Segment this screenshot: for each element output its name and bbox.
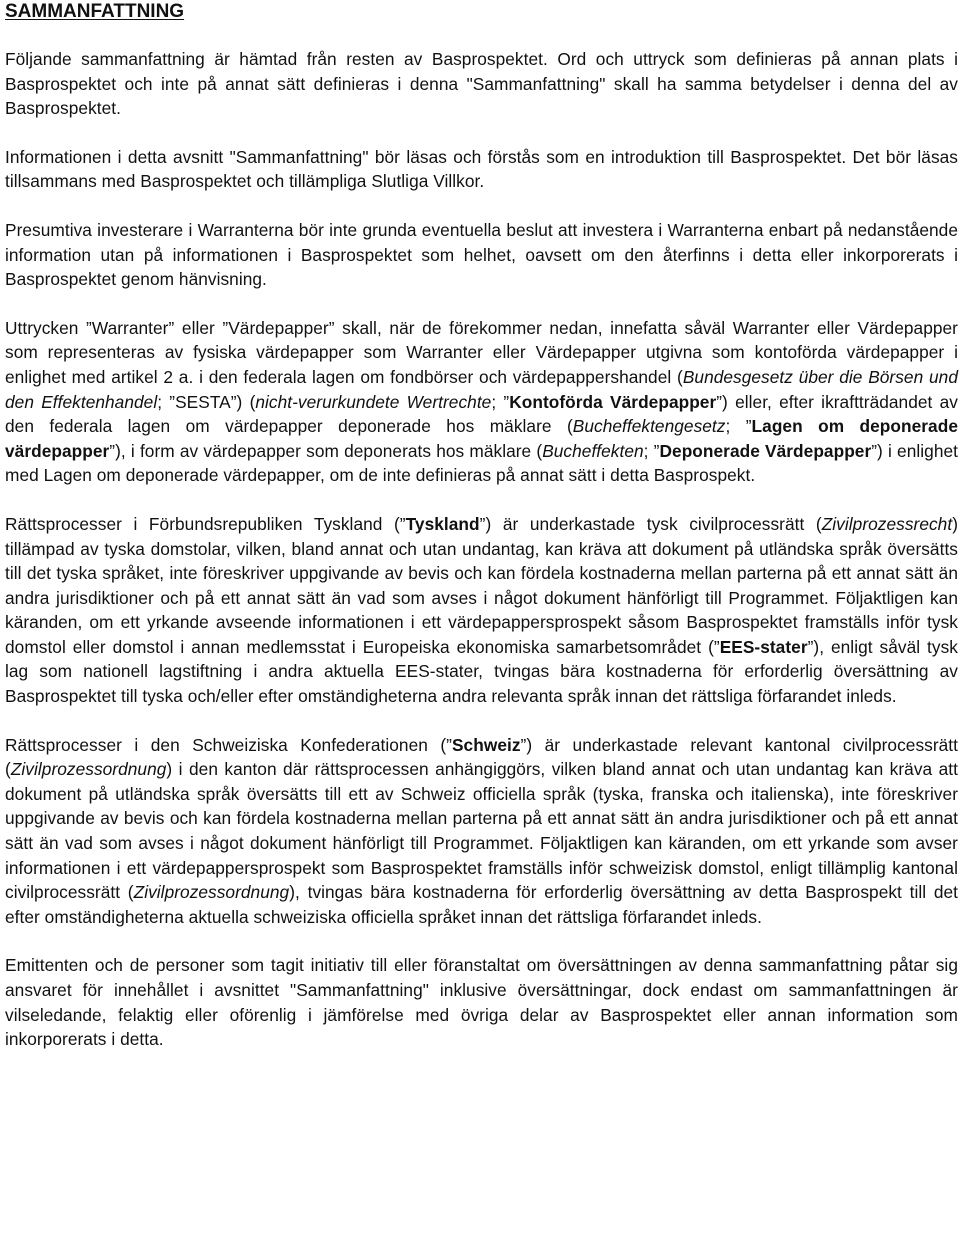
paragraph-text: ”), enligt såväl tysk lag som nationell lagstiftning i andra aktuella EES-stater, tvingas bära kostnaderna för erforderlig översättning av Basprospektet till tyska och/eller efter omständigheterna andra relevanta språk innan det rättsliga förfarandet inleds. bbox=[5, 636, 958, 707]
paragraph-text: ; ”SESTA”) ( bbox=[157, 391, 256, 412]
foreign-term: Zivilprozessordnung bbox=[10, 759, 167, 780]
foreign-term: Bundesgesetz über die Börsen und den Effektenhandel bbox=[5, 366, 958, 412]
paragraph-intro bbox=[5, 47, 958, 121]
paragraph-text: ”) i enlighet med Lagen om deponerade värdepapper, om de inte definieras på annat sätt i detta Basprospekt. bbox=[5, 440, 958, 486]
defined-term: Lagen om deponerade värdepapper bbox=[5, 416, 958, 461]
foreign-term: nicht-verurkundete Wertrechte bbox=[255, 391, 492, 412]
paragraph-text: Rättsprocesser i Förbundsrepubliken Tyskland (” bbox=[5, 513, 406, 534]
paragraph-definitions bbox=[5, 316, 958, 488]
paragraph-text: ; ” bbox=[725, 416, 752, 437]
paragraph-liability bbox=[5, 953, 958, 1051]
paragraph-text: ; ” bbox=[643, 440, 660, 461]
paragraph-text: Emittenten och de personer som tagit initiativ till eller föranstaltat om översättningen av denna sammanfattning påtar sig ansvaret för innehållet i avsnittet "Sammanfattning" inklusive översättningar, dock endast om sammanfattningen är vilseledande, felaktig eller oförenlig i jämförelse med övriga delar av Basprospektet eller annan information som inkorporerats i detta. bbox=[5, 955, 958, 1050]
defined-term: Kontoförda Värdepapper bbox=[509, 391, 717, 412]
paragraph-text: Följande sammanfattning är hämtad från resten av Basprospektet. Ord och uttryck som definieras på annan plats i Basprospektet och inte på annat sätt definieras i denna "Sammanfattning" skall ha samma betydelser i denna del av Basprospektet. bbox=[5, 49, 958, 119]
paragraph-switzerland bbox=[5, 733, 958, 930]
foreign-term: Zivilprozessordnung bbox=[133, 882, 290, 903]
paragraph-text: ”) är underkastade relevant kantonal civilprocessrätt ( bbox=[5, 734, 958, 780]
paragraph-text: Uttrycken ”Warranter” eller ”Värdepapper” skall, när de förekommer nedan, innefatta såväl Warranter eller Värdepapper som representeras av fysiska värdepapper som Warranter eller Värdepapper utgivna som kontoförda värdepapper i enlighet med artikel 2 a. i den federala lagen om fondbörser och värdepappershandel ( bbox=[5, 317, 958, 387]
paragraph-text: Informationen i detta avsnitt "Sammanfattning" bör läsas och förstås som en introduktion till Basprospektet. Det bör läsas tillsammans med Basprospektet och tillämpliga Slutliga Villkor. bbox=[5, 146, 958, 192]
paragraph-text: Rättsprocesser i den Schweiziska Konfederationen (” bbox=[5, 734, 452, 755]
defined-term: Deponerade Värdepapper bbox=[659, 440, 872, 461]
paragraph-germany bbox=[5, 512, 958, 709]
paragraph-investors bbox=[5, 218, 958, 292]
foreign-term: Zivilprozessrecht bbox=[821, 513, 953, 534]
paragraph-text: ”) är underkastade tysk civilprocessrätt ( bbox=[479, 513, 822, 534]
paragraph-text: ), tvingas bära kostnaderna för erforderlig översättning av detta Basprospekt till det efter omständigheterna aktuella schweiziska officiella språket innan det rättsliga förfarandet inleds. bbox=[5, 882, 959, 927]
paragraph-text: ) tillämpad av tyska domstolar, vilken, bland annat och utan undantag, kan kräva att dokument på utländska språk översätts till det tyska språket, inte föreskriver uppgivande av bevis och kan fördela kostnaderna mellan parterna på ett annat sätt än andra jurisdiktioner och på ett annat sätt än vad som avses i något dokument hänförligt till Programmet. Följaktligen kan käranden, om ett yrkande avseende informationen i ett värdepappersprospekt såsom Basprospektet framställs inför tysk domstol eller domstol i annan medlemsstat i Europeiska ekonomiska samarbetsområdet (” bbox=[5, 513, 958, 657]
foreign-term: Bucheffektengesetz bbox=[572, 416, 726, 437]
document-body bbox=[5, 47, 958, 1052]
foreign-term: Bucheffekten bbox=[542, 440, 644, 461]
defined-term: EES-stater bbox=[719, 636, 808, 657]
paragraph-text: Presumtiva investerare i Warranterna bör inte grunda eventuella beslut att investera i Warranterna enbart på nedanstående information utan på informationen i Basprospektet som helhet, oavsett om den återfinns i detta eller inkorporerats i Basprospektet genom hänvisning. bbox=[5, 219, 958, 290]
paragraph-information bbox=[5, 145, 958, 194]
paragraph-text: ; ” bbox=[491, 391, 510, 412]
page-title: SAMMANFATTNING bbox=[5, 1, 185, 22]
defined-term: Schweiz bbox=[451, 734, 521, 755]
paragraph-text: ”), i form av värdepapper som deponerats hos mäklare ( bbox=[109, 440, 543, 461]
paragraph-text: ) i den kanton där rättsprocessen anhängiggörs, vilken bland annat och utan undantag kan kräva att dokument på utländska språk översätts till ett av Schweiz officiella språk (tyska, franska och italienska), inte föreskriver uppgivande av bevis och kan fördela kostnaderna mellan parterna på ett annat sätt än andra jurisdiktioner och på ett annat sätt än vad som avses i något dokument hänförligt till Programmet. Följaktligen kan käranden, om ett yrkande som avser informationen i ett värdepappersprospekt som Basprospektet framställs inför schweizisk domstol, enligt tillämplig kantonal civilprocessrätt ( bbox=[5, 759, 958, 903]
paragraph-text: ”) eller, efter ikraftträdandet av den federala lagen om värdepapper deponerade hos mäklare ( bbox=[5, 391, 958, 437]
defined-term: Tyskland bbox=[405, 513, 480, 534]
